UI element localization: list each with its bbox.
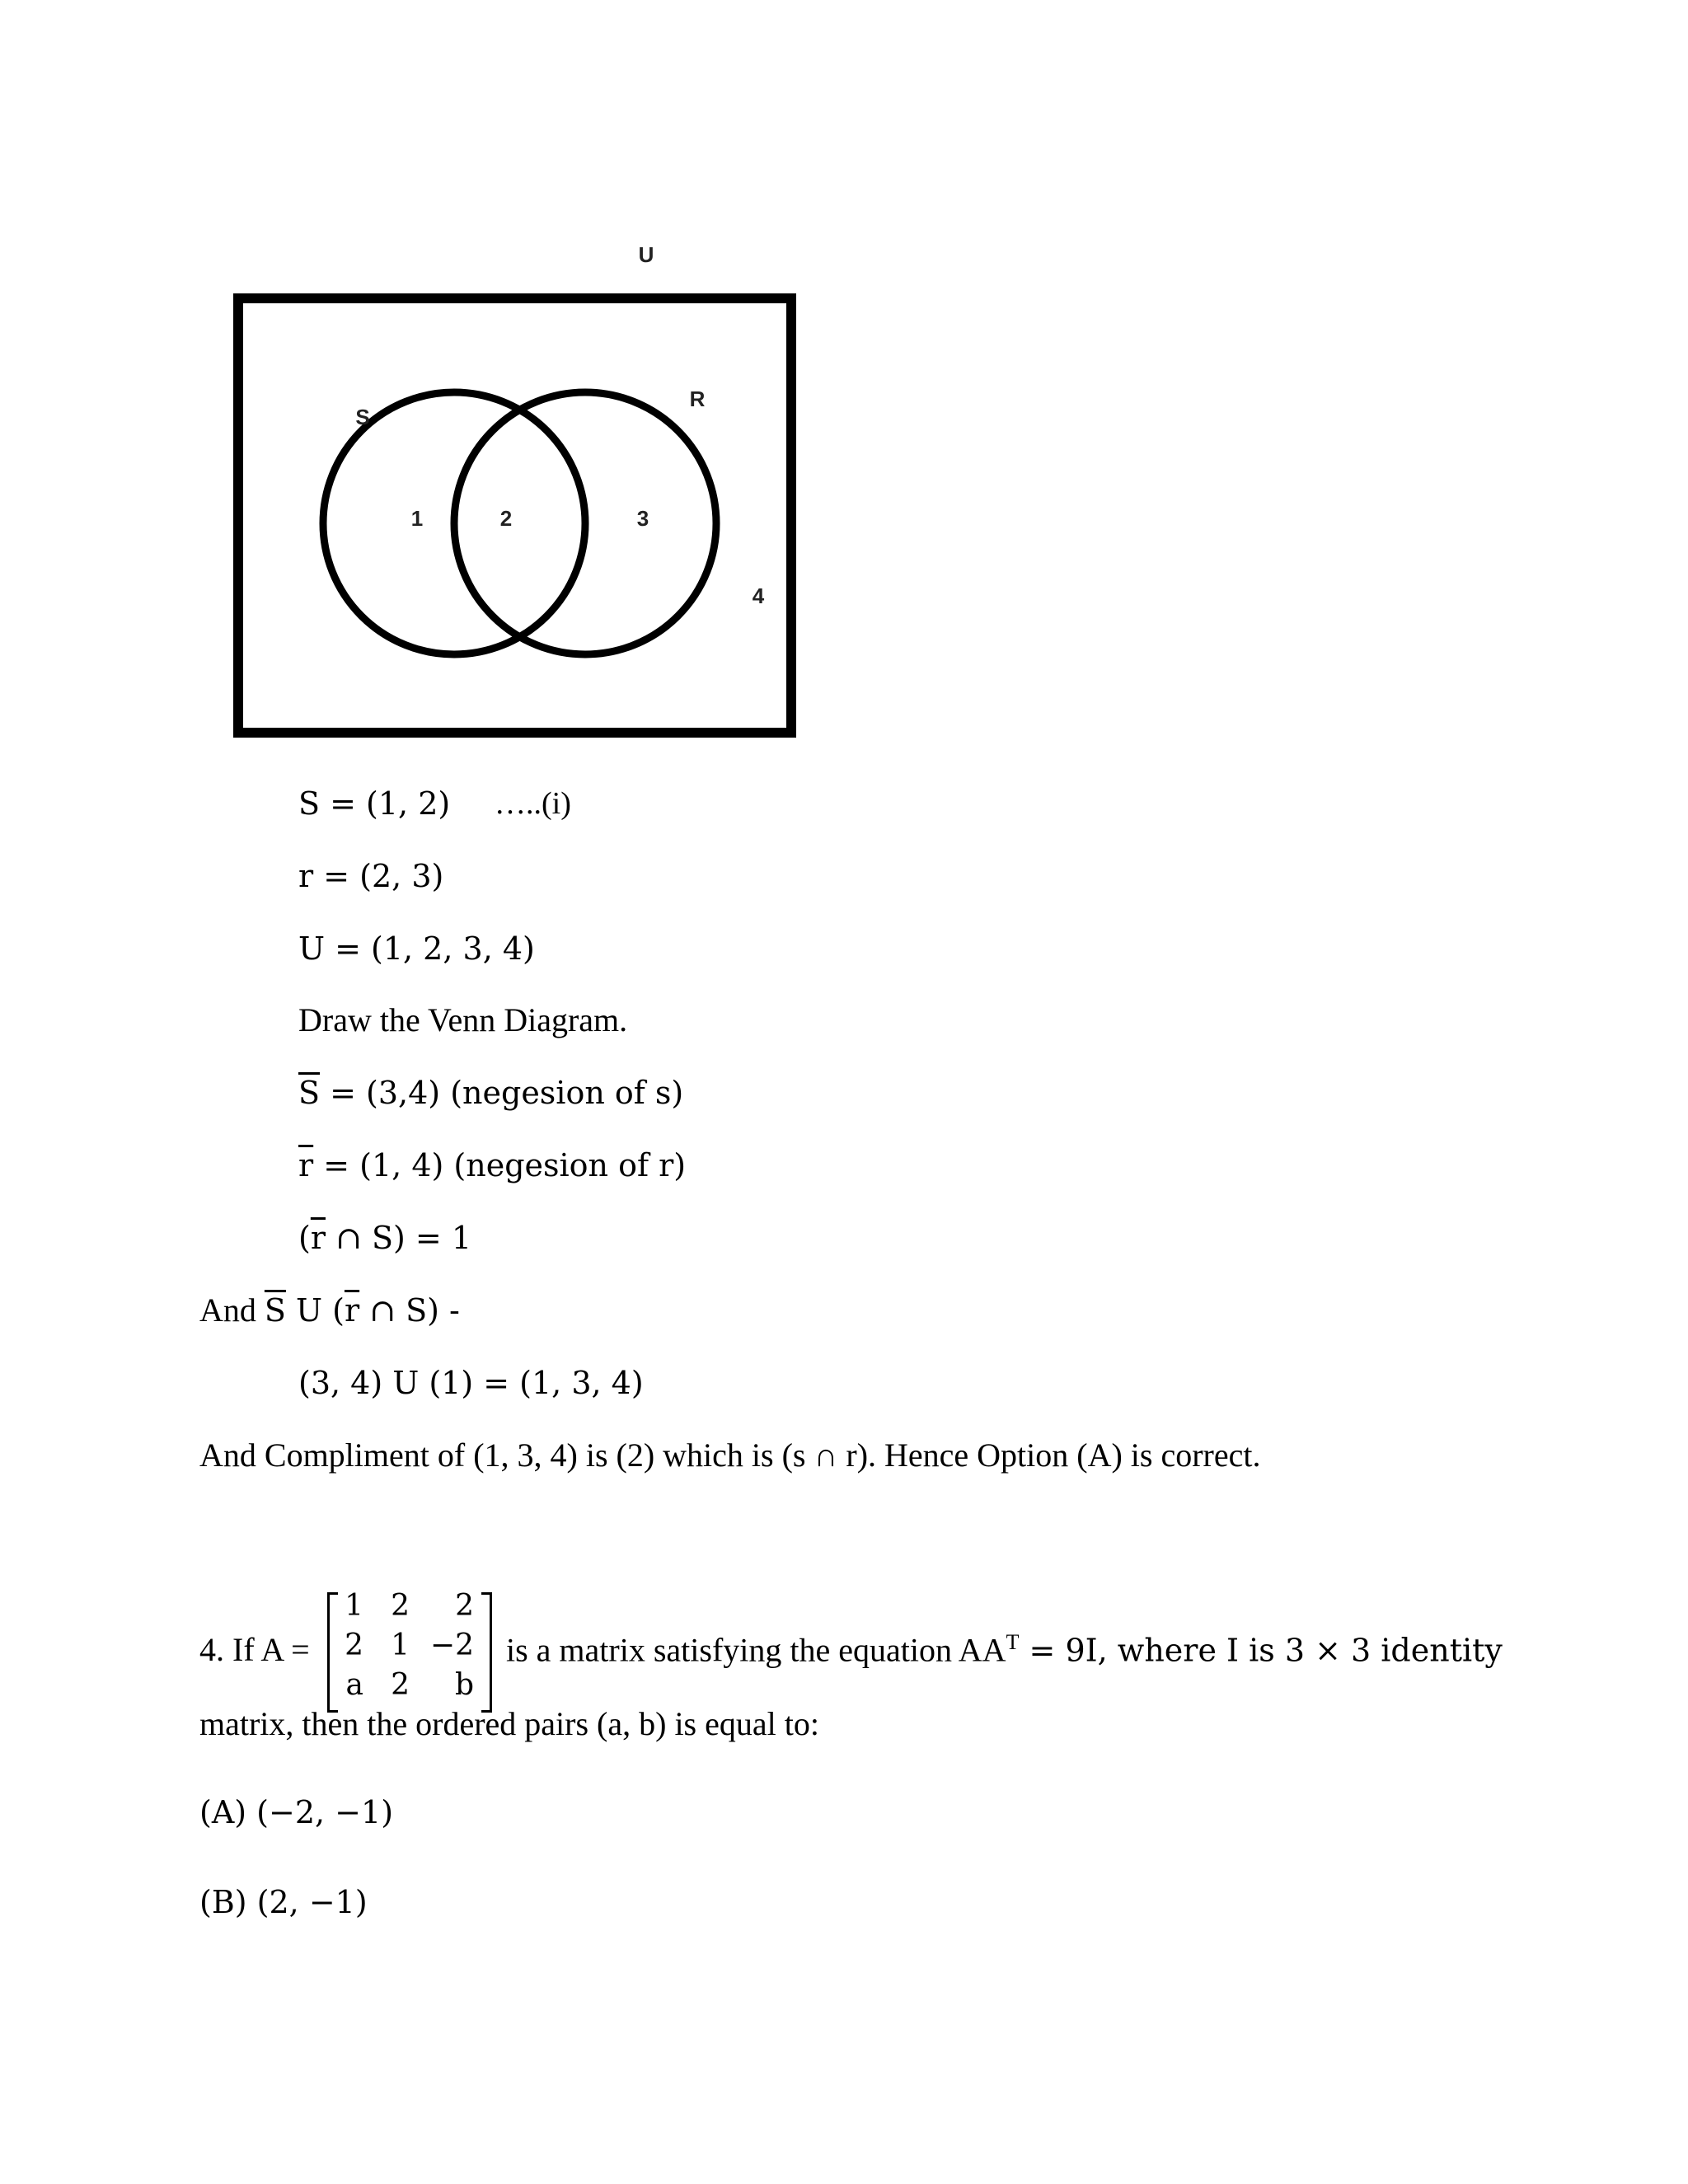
draw-instruction: Draw the Venn Diagram. (298, 1001, 628, 1038)
and-rest: ∩ S) - (359, 1292, 460, 1329)
and-r-complement: $\overline{r}$ (344, 1292, 360, 1329)
s-complement-line (298, 1073, 683, 1113)
matrix-cell: 2 (455, 1589, 474, 1623)
set-r-label: R (689, 387, 706, 411)
matrix-a (327, 1589, 492, 1713)
and-s-complement: $\overline{S}$ (264, 1292, 286, 1329)
intersection-rest: ∩ S) = 1 (326, 1220, 472, 1256)
matrix-cell: b (454, 1668, 474, 1702)
question-suffix (506, 1630, 1503, 1669)
question-4-line-2: matrix, then the ordered pairs (a, b) is equal to: (199, 1705, 819, 1742)
equation-reference: …..(i) (495, 786, 571, 821)
universe-definition: U = (1, 2, 3, 4) (298, 930, 535, 967)
matrix-cell: 2 (345, 1629, 363, 1662)
and-union-symbol: U ( (285, 1292, 345, 1329)
universe-label: U (638, 242, 654, 267)
union-calculation: (3, 4) U (1) = (1, 3, 4) (298, 1365, 644, 1401)
r-complement-text: = (1, 4) (negesion of r) (313, 1147, 687, 1183)
matrix-cell: −2 (429, 1629, 474, 1662)
region-4-label: 4 (752, 583, 765, 608)
option-a: (A) (−2, −1) (199, 1794, 394, 1830)
matrix-right-bracket (481, 1592, 492, 1713)
and-prefix: And (199, 1291, 265, 1329)
region-2-label: 2 (499, 506, 513, 531)
question-suffix-text: is a matrix satisfying the equation AA (506, 1631, 1006, 1669)
matrix-cell: 2 (391, 1668, 410, 1702)
matrix-cell: a (345, 1668, 363, 1702)
venn-diagram (231, 231, 824, 742)
question-suffix-equation: = 9I, where I is 3 × 3 identity (1019, 1632, 1503, 1669)
and-union-line (199, 1291, 460, 1330)
intersection-line (298, 1218, 471, 1258)
intersection-r-symbol: $\overline{r}$ (310, 1220, 326, 1256)
set-r-definition: r = (2, 3) (298, 858, 444, 894)
r-complement-symbol: $\overline{r}$ (298, 1147, 314, 1183)
conclusion-line: And Compliment of (1, 3, 4) is (2) which is (s ∩ r). Hence Option (A) is correct. (199, 1436, 1261, 1474)
set-s-label: S (355, 405, 370, 429)
region-3-label: 3 (636, 506, 649, 531)
matrix-cell: 1 (345, 1589, 363, 1623)
intersection-open-paren: ( (298, 1220, 311, 1256)
transpose-superscript: T (1006, 1630, 1020, 1654)
matrix-cell: 2 (391, 1589, 410, 1623)
region-1-label: 1 (410, 506, 424, 531)
question-prefix: 4. If A = (199, 1631, 310, 1668)
option-b: (B) (2, −1) (199, 1884, 368, 1920)
matrix-cell: 1 (391, 1629, 410, 1662)
r-complement-line (298, 1146, 686, 1185)
venn-diagram-svg (231, 231, 824, 742)
s-complement-text: = (3,4) (negesion of s) (320, 1075, 684, 1111)
set-s-definition: S = (1, 2) (298, 785, 451, 822)
s-complement-symbol: $\overline{S}$ (298, 1075, 321, 1111)
